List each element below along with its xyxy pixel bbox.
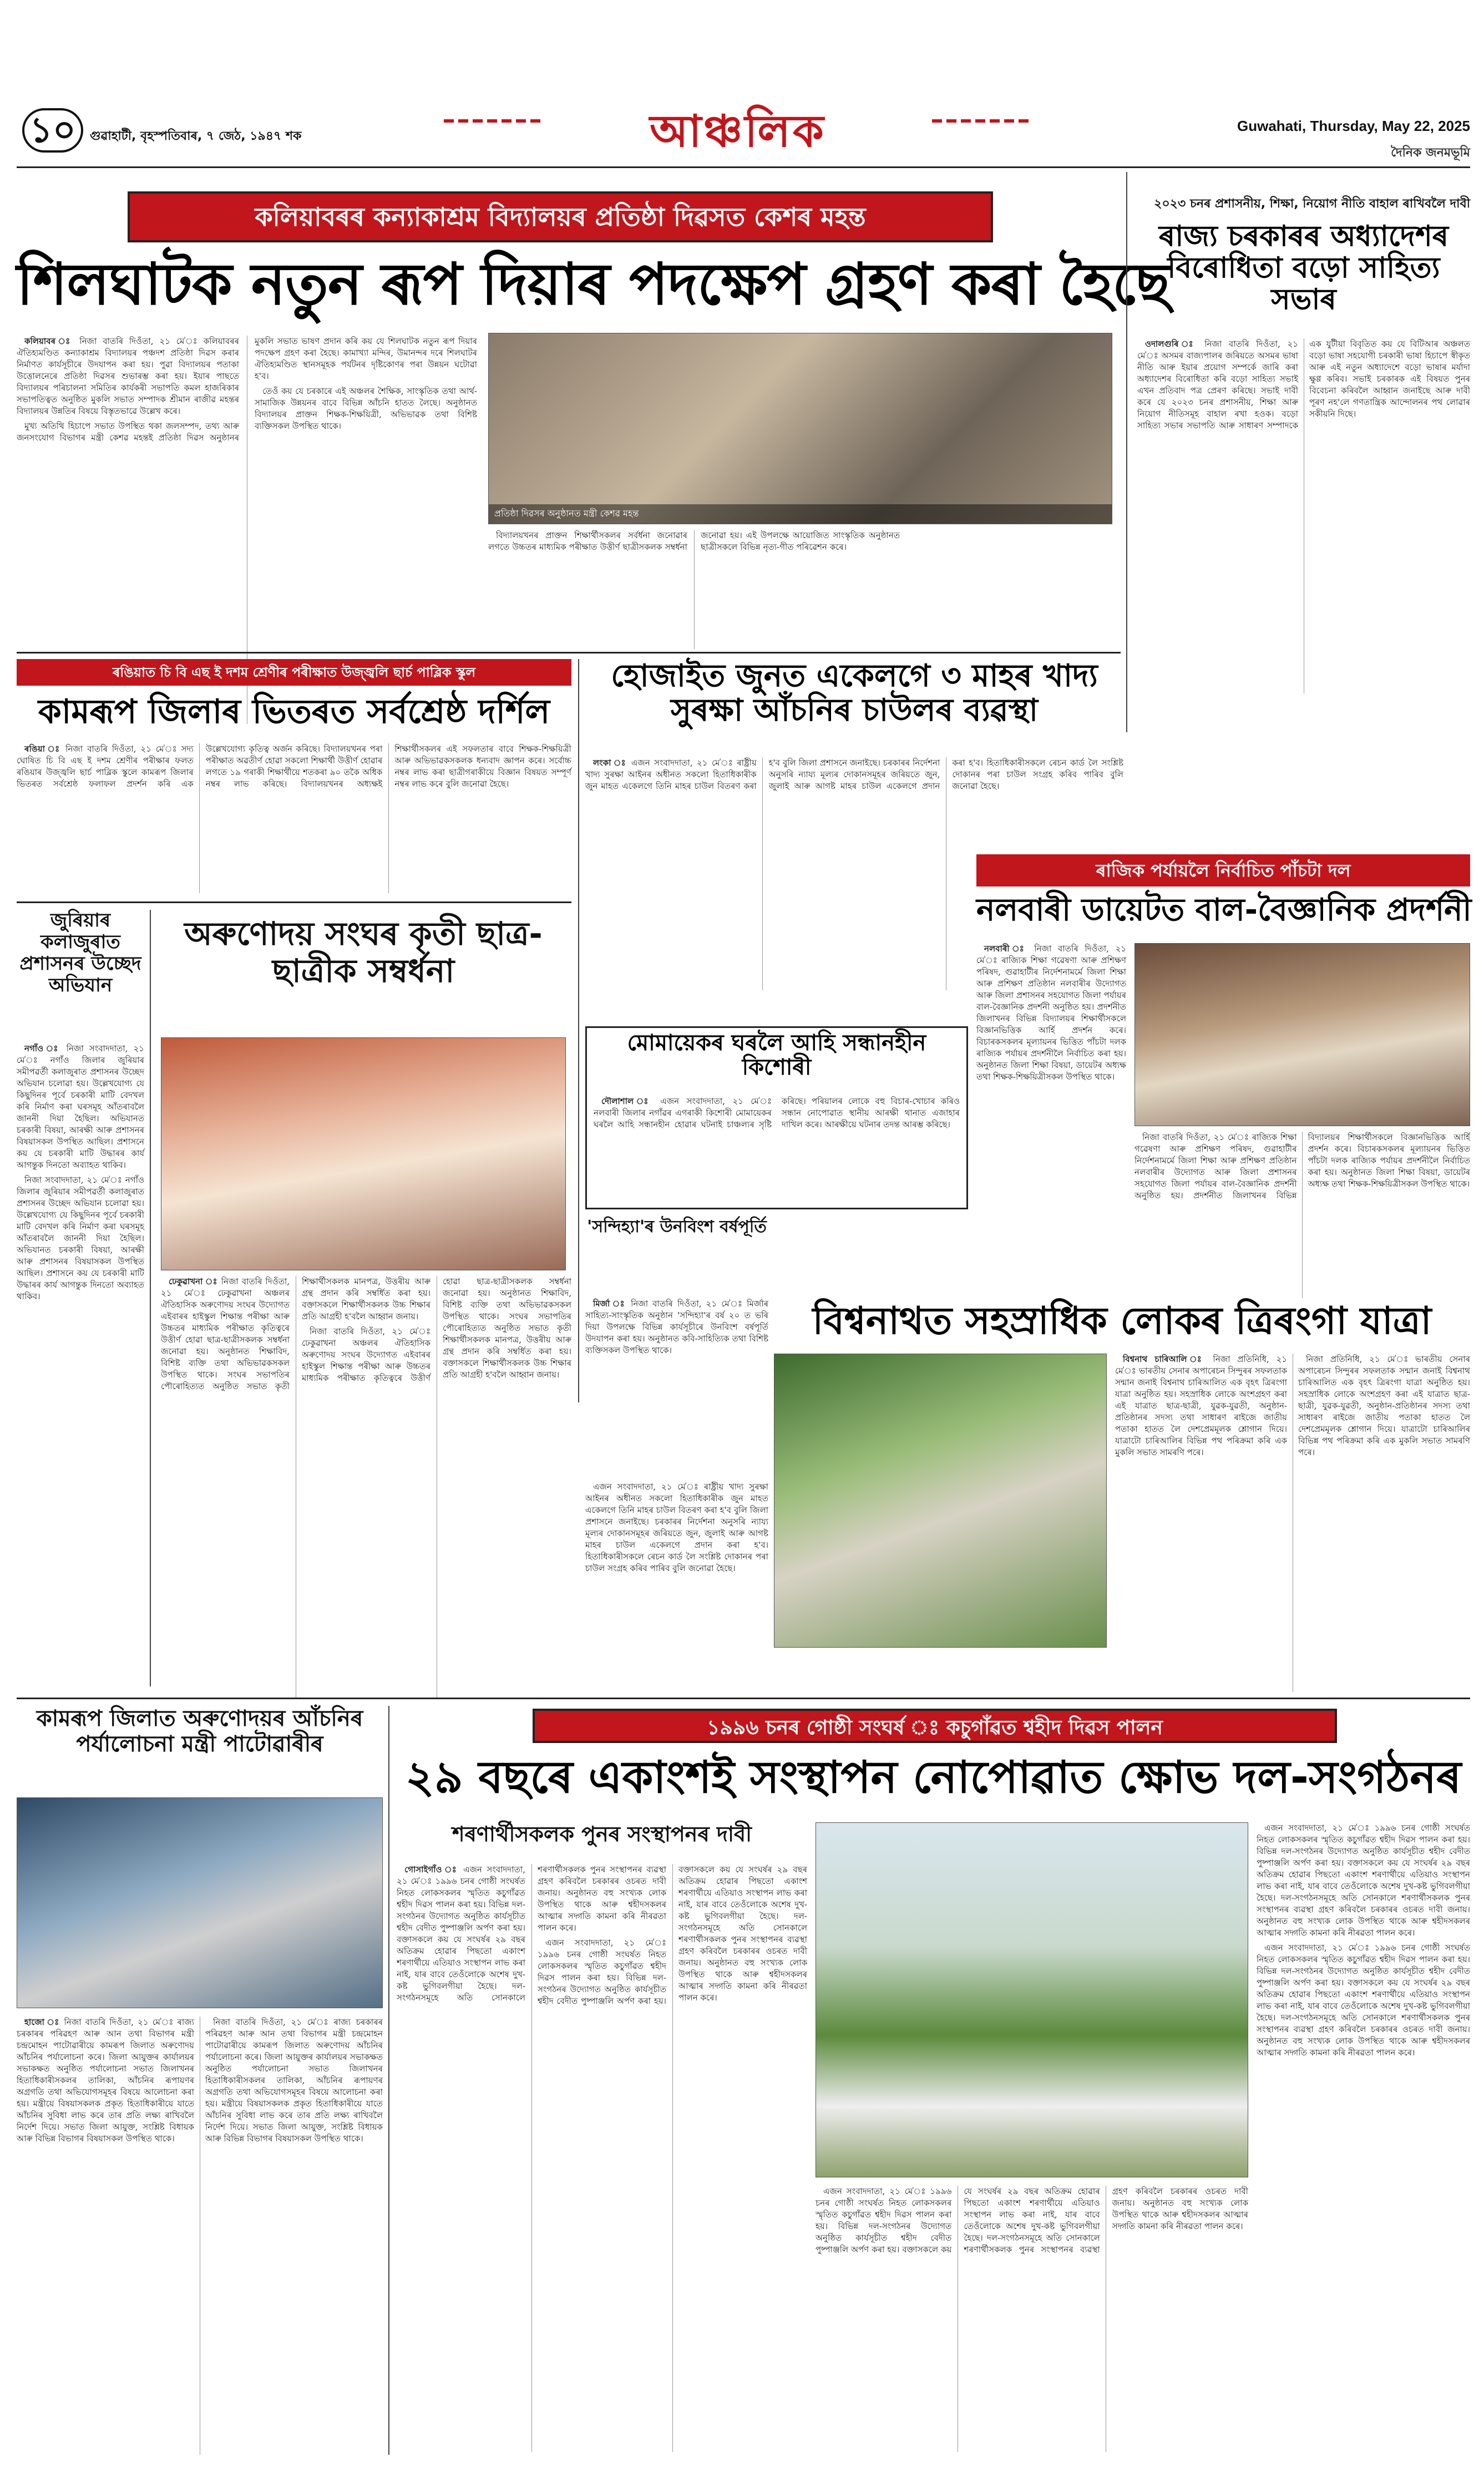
- column-divider: [150, 910, 151, 1686]
- section-rule: [17, 652, 1121, 654]
- section-title: আঞ্চলিক: [650, 105, 826, 157]
- sandihya-headline: 'সন্দিহ্যা'ৰ উনবিংশ বৰ্ষপূৰ্তি: [587, 1217, 767, 1237]
- ordinance-headline: ৰাজ্য চৰকাৰৰ অধ্যাদেশৰ বিৰোধিতা বড়ো সাহিত্য সভাৰ: [1158, 220, 1449, 317]
- masthead-ornament: [444, 119, 544, 123]
- kachugaon-body-a: গোসাইগাঁও ঃ এজন সংবাদদাতা, ২১ মে'ঃ ১৯৯৬ চনৰ গোষ্ঠী সংঘৰ্ষত নিহত লোকসকলৰ স্মৃতিত কচুগাঁৱত শ্বহীদ দিৱস পালন কৰা হয়। বিভিন্ন দল-সংগঠনৰ উদ্যোগত অনুষ্ঠিত কাৰ্যসূচীত শ্বহীদ বেদীত পুষ্পাঞ্জলি অৰ্পণ কৰা হয়। বক্তাসকলে কয় যে সংঘৰ্ষৰ ২৯ বছৰ অতিক্ৰম হোৱাৰ পিছতো একাংশ শৰণাৰ্থীয়ে এতিয়াও সংস্থাপন লাভ কৰা নাই, যাৰ বাবে তেওঁলোকে অশেষ দুখ-কষ্ট ভুগিবলগীয়া হৈছে। দল-সংগঠনসমূহে অতি সোনকালে শৰণাৰ্থীসকলক পুনৰ সংস্থাপনৰ ব্যৱস্থা গ্ৰহণ কৰিবলৈ চৰকাৰৰ ওচৰত দাবী জনায়। অনুষ্ঠানত বহু সংখ্যক লোক উপস্থিত থাকে আৰু শ্বহীদসকলৰ আত্মাৰ সদ্গতি কামনা কৰি নীৰৱতা পালন কৰে। এজন সংবাদদাতা, ২১ মে'ঃ ১৯৯৬ চনৰ গোষ্ঠী সংঘৰ্ষত নিহত লোকসকলৰ স্মৃতিত কচুগাঁৱত শ্বহীদ দিৱস পালন কৰা হয়। বিভিন্ন দল-সংগঠনৰ উদ্যোগত অনুষ্ঠিত কাৰ্যসূচীত শ্বহীদ বেদীত পুষ্পাঞ্জলি অৰ্পণ কৰা হয়। বক্তাসকলে কয় যে সংঘৰ্ষৰ ২৯ বছৰ অতিক্ৰম হোৱাৰ পিছতো একাংশ শৰণাৰ্থীয়ে এতিয়াও সংস্থাপন লাভ কৰা নাই, যাৰ বাবে তেওঁলোকে অশেষ দুখ-কষ্ট ভুগিবলগীয়া হৈছে। দল-সংগঠনসমূহে অতি সোনকালে শৰণাৰ্থীসকলক পুনৰ সংস্থাপনৰ ব্যৱস্থা গ্ৰহণ কৰিবলৈ চৰকাৰৰ ওচৰত দাবী জনায়। অনুষ্ঠানত বহু সংখ্যক লোক উপস্থিত থাকে আৰু শ্বহীদসকলৰ আত্মাৰ সদ্গতি কামনা কৰি নীৰৱতা পালন কৰে।: [397, 1865, 807, 2006]
- juria-headline: জুৰিয়াৰ কলাজুৰাত প্ৰশাসনৰ উচ্ছেদ অভিযান: [19, 909, 141, 997]
- kachugaon-headline: ২৯ বছৰে একাংশই সংস্থাপন নোপোৱাত ক্ষোভ দল-সংগঠনৰ: [405, 1751, 1462, 1803]
- exam-dateline: ৰঙিয়া ঃ: [24, 744, 62, 754]
- kachugaon-dateline: গোসাইগাঁও ঃ: [404, 1865, 459, 1875]
- juria-body: নগাঁও ঃ নিজা সংবাদদাতা, ২১ মে'ঃ নগাঁও জিলাৰ জুৰিয়াৰ সমীপৱৰ্তী কলাজুৰাত প্ৰশাসনৰ উচ্ছেদ অভিযান চলোৱা হয়। উল্লেখযোগ্য যে কিছুদিনৰ পূৰ্বে চৰকাৰী মাটি বেদখল কৰি নিৰ্মাণ কৰা ঘৰসমূহ আঁতৰাবলৈ জাননী দিয়া হৈছিল। অভিযানত চৰকাৰী বিষয়া, আৰক্ষী আৰু প্ৰশাসনৰ বিষয়াসকল উপস্থিত আছিল। প্ৰশাসনে কয় যে চৰকাৰী মাটি উদ্ধাৰৰ কাৰ্য আগন্তুক দিনতো অব্যাহত থাকিব। নিজা সংবাদদাতা, ২১ মে'ঃ নগাঁও জিলাৰ জুৰিয়াৰ সমীপৱৰ্তী কলাজুৰাত প্ৰশাসনৰ উচ্ছেদ অভিযান চলোৱা হয়। উল্লেখযোগ্য যে কিছুদিনৰ পূৰ্বে চৰকাৰী মাটি বেদখল কৰি নিৰ্মাণ কৰা ঘৰসমূহ আঁতৰাবলৈ জাননী দিয়া হৈছিল। অভিযানত চৰকাৰী বিষয়া, আৰক্ষী আৰু প্ৰশাসনৰ বিষয়াসকল উপস্থিত আছিল। প্ৰশাসনে কয় যে চৰকাৰী মাটি উদ্ধাৰৰ কাৰ্য আগন্তুক দিনতো অব্যাহত থাকিব।: [17, 1043, 144, 1301]
- hojai-headline: হোজাইত জুনত একেলগে ৩ মাহৰ খাদ্য সুৰক্ষা আঁচনিৰ চাউলৰ ব্যৱস্থা: [611, 658, 1098, 728]
- science-photo: [1134, 943, 1470, 1126]
- missing-dateline: দৌলাশাল ঃ: [601, 1096, 653, 1106]
- kachugaon-strap: ১৯৯৬ চনৰ গোষ্ঠী সংঘৰ্ষ ঃ কচুগাঁৱত শ্বহীদ দিৱস পালন: [533, 1709, 1337, 1743]
- lead-body: কলিয়াবৰ ঃ নিজা বাতৰি দিওঁতা, ২১ মে'ঃ কলিয়াবৰৰ ঐতিহ্যমণ্ডিত কন্যাকাশ্ৰম বিদ্যালয়ৰ পঞ্চদশ প্ৰতিষ্ঠা দিৱস কৰাৰ নিৰ্মাণত কাৰ্যসূচীৰে উদযাপন কৰা হয়। পুৱা বিদ্যালয়ৰ পতাকা উত্তোলনেৰে প্ৰতিষ্ঠা দিৱসৰ শুভাৰম্ভ কৰা হয়। ইয়াৰ পাছতে বিদ্যালয়ৰ পৰিচালনা সমিতিৰ কাৰ্যকৰী সভাপতি কমল হাজৰিকাৰ সভাপতিত্বত অনুষ্ঠিত মুকলি সভাত সম্পাদক শ্ৰীমান ৰাজীৱ মহন্তৰ বিদ্যালয়ৰ উন্নতিৰ বিষয়ে বিস্তৃতভাৱে উল্লেখ কৰে। মুখ্য অতিথি হিচাপে সভাত উপস্থিত থকা জলসম্পদ, তথ্য আৰু জনসংযোগ বিভাগৰ মন্ত্ৰী কেশৱ মহন্তই প্ৰতিষ্ঠা দিৱস অনুষ্ঠানৰ মুকলি সভাত ভাষণ প্ৰদান কৰি কয় যে শিলঘাটক নতুন ৰূপ দিয়াৰ পদক্ষেপ গ্ৰহণ কৰা হৈছে। কামাখ্যা মন্দিৰ, উমানন্দৰ দৰে শিলঘাটৰ ঐতিহ্যমণ্ডিত স্থানসমূহক পৰ্যটনৰ দৃষ্টিকোণৰ পৰা উন্নয়ন ঘটোৱা হ'ব। তেওঁ কয় যে চৰকাৰে এই অঞ্চলৰ শৈক্ষিক, সাংস্কৃতিক তথা আৰ্থ-সামাজিক উন্নয়নৰ বাবে বিভিন্ন আঁচনি হাতত লৈছে। অনুষ্ঠানত বিদ্যালয়ৰ প্ৰাক্তন শিক্ষক-শিক্ষয়িত্ৰী, অভিভাৱক তথা বিশিষ্ট ব্যক্তিসকল উপস্থিত থাকে।: [17, 336, 477, 443]
- lead-kicker: কলিয়াবৰৰ কন্যাকাশ্ৰম বিদ্যালয়ৰ প্ৰতিষ্ঠা দিৱসত কেশৰ মহন্ত: [128, 191, 993, 242]
- arunoday-photo: [161, 1037, 566, 1270]
- date-english: Guwahati, Thursday, May 22, 2025: [1237, 118, 1470, 134]
- lead-photo: [488, 333, 1112, 524]
- juria-dateline: নগাঁও ঃ: [24, 1043, 61, 1053]
- page-number: ১০: [22, 108, 83, 153]
- hojai-dateline: লংকা ঃ: [593, 758, 627, 768]
- lead-photo-caption: প্ৰতিষ্ঠা দিৱসৰ অনুষ্ঠানত মন্ত্ৰী কেশৱ মহন্ত: [489, 504, 1112, 524]
- review-dateline: হাজো ঃ: [24, 2017, 60, 2027]
- lead-headline: শিলঘাটক নতুন ৰূপ দিয়াৰ পদক্ষেপ গ্ৰহণ কৰা হৈছে: [17, 250, 1170, 318]
- review-headline: কামৰূপ জিলাত অৰুণোদয়ৰ আঁচনিৰ পৰ্যালোচনা মন্ত্ৰী পাটোৱাৰীৰ: [36, 1706, 363, 1757]
- ordinance-body: ওদালগুৰি ঃ নিজা বাতৰি দিওঁতা, ২১ মে'ঃ অসমৰ বাজ্যপালৰ জৰিয়তে অসমৰ ভাষা নীতি আৰু ইয়াৰ প্ৰয়োগ সম্পৰ্কে জাৰি কৰা অধ্যাদেশৰ বিৰোধিতা কৰি বড়ো সাহিত্য সভাই এখন প্ৰতিবাদ পত্ৰ প্ৰেৰণ কৰিছে। সভাই দাবী কৰে যে ২০২৩ চনৰ প্ৰশাসনীয়, শিক্ষা আৰু নিয়োগ নীতিসমূহ বাহাল ৰখা হওক। বড়ো সাহিত্য সভাৰ সভাপতি আৰু সাধাৰণ সম্পাদকে এক যুটীয়া বিবৃতিত কয় যে বিটিআৰ অঞ্চলত বড়ো ভাষা সহযোগী চৰকাৰী ভাষা হিচাপে স্বীকৃত আৰু এই নতুন অধ্যাদেশে বড়ো ভাষাৰ মৰ্যাদা ক্ষুণ্ণ কৰিব। সভাই চৰকাৰক এই বিষয়ত পুনৰ বিবেচনা কৰিবলৈ আহ্বান জনাইছে আৰু দাবী পূৰণ নহ'লে গণতান্ত্ৰিক আন্দোলনৰ পথ লোৱাৰ সকীয়নি দিছে।: [1137, 339, 1470, 430]
- paper-name: দৈনিক জনমভূমি: [1391, 146, 1470, 160]
- exam-strap: ৰঙিয়াত চি বি এছ ই দশম শ্ৰেণীৰ পৰীক্ষাত উজ্জ্বলি ছাৰ্চ পাব্লিক স্কুল: [17, 659, 571, 686]
- science-body-a: নলবাৰী ঃ নিজা বাতৰি দিওঁতা, ২১ মে'ঃ ৰাজ্যিক শিক্ষা গৱেষণা আৰু প্ৰশিক্ষণ পৰিষদ, গুৱাহাটীৰ নিৰ্দেশনামৰ্মে জিলা শিক্ষা আৰু প্ৰশিক্ষণ প্ৰতিষ্ঠান নলবাৰীৰ উদ্যোগত আৰু জিলা প্ৰশাসনৰ সহযোগত জিলা পৰ্যায়ৰ বাল-বৈজ্ঞানিক প্ৰদৰ্শনী অনুষ্ঠিত হয়। প্ৰদৰ্শনীত জিলাখনৰ বিভিন্ন বিদ্যালয়ৰ শিক্ষাৰ্থীসকলে বিজ্ঞানভিত্তিক আৰ্হি প্ৰদৰ্শন কৰে। বিচাৰকসকলৰ মূল্যায়নৰ ভিত্তিত পাঁচটা দলক ৰাজ্যিক পৰ্যায়ৰ প্ৰদৰ্শনীলৈ নিৰ্বাচিত কৰা হয়। অনুষ্ঠানত জিলা শিক্ষা বিষয়া, ডায়েটৰ অধ্যক্ষ তথা শিক্ষক-শিক্ষয়িত্ৰীসকল উপস্থিত থাকে।: [976, 944, 1126, 1082]
- tiranga-photo: [774, 1354, 1107, 1648]
- date-assamese: গুৱাহাটী, বৃহস্পতিবাৰ, ৭ জেঠ, ১৯৪৭ শক: [90, 129, 302, 143]
- section-rule: [17, 1698, 1470, 1699]
- arunoday-dateline: ঢেকুৱাখনা ঃ: [169, 1276, 218, 1286]
- tiranga-body: বিশ্বনাথ চাৰিআলি ঃ নিজা প্ৰতিনিধি, ২১ মে'ঃ ভাৰতীয় সেনাৰ অপাৰেচন সিন্দুৰৰ সফলতাক সন্মান জনাই বিশ্বনাথ চাৰিআলিত এক বৃহৎ ত্ৰিৰংগা যাত্ৰা অনুষ্ঠিত হয়। সহস্ৰাধিক লোকে অংশগ্ৰহণ কৰা এই যাত্ৰাত ছাত্ৰ-ছাত্ৰী, যুৱক-যুৱতী, অনুষ্ঠান-প্ৰতিষ্ঠানৰ সদস্য তথা সাধাৰণ ৰাইজে জাতীয় পতাকা হাতত লৈ দেশপ্ৰেমমূলক শ্লোগান দিয়ে। যাত্ৰাটো চাৰিআলিৰ বিভিন্ন পথ পৰিক্ৰমা কৰি এক মুকলি সভাত সামৰণি পৰে। নিজা প্ৰতিনিধি, ২১ মে'ঃ ভাৰতীয় সেনাৰ অপাৰেচন সিন্দুৰৰ সফলতাক সন্মান জনাই বিশ্বনাথ চাৰিআলিত এক বৃহৎ ত্ৰিৰংগা যাত্ৰা অনুষ্ঠিত হয়। সহস্ৰাধিক লোকে অংশগ্ৰহণ কৰা এই যাত্ৰাত ছাত্ৰ-ছাত্ৰী, যুৱক-যুৱতী, অনুষ্ঠান-প্ৰতিষ্ঠানৰ সদস্য তথা সাধাৰণ ৰাইজে জাতীয় পতাকা হাতত লৈ দেশপ্ৰেমমূলক শ্লোগান দিয়ে। যাত্ৰাটো চাৰিআলিৰ বিভিন্ন পথ পৰিক্ৰমা কৰি এক মুকলি সভাত সামৰণি পৰে।: [1115, 1354, 1470, 1457]
- header-rule: [17, 166, 1470, 168]
- arunoday-headline: অৰুণোদয় সংঘৰ কৃতী ছাত্ৰ-ছাত্ৰীক সম্বৰ্ধনা: [184, 915, 543, 990]
- exam-body: ৰঙিয়া ঃ নিজা বাতৰি দিওঁতা, ২১ মে'ঃ সদ্য ঘোষিত চি বি এছ ই দশম শ্ৰেণীৰ পৰীক্ষাৰ ফলত ৰঙিয়াৰ উজ্জ্বলি ছাৰ্চ পাব্লিক স্কুলে কামৰূপ জিলাৰ ভিতৰত সৰ্বশ্ৰেষ্ঠ ফলাফল প্ৰদৰ্শন কৰি এক উল্লেখযোগ্য কৃতিত্ব অৰ্জন কৰিছে। বিদ্যালয়খনৰ পৰা পৰীক্ষাত অৱতীৰ্ণ হোৱা সকলো শিক্ষাৰ্থী উত্তীৰ্ণ হোৱাৰ লগতে ১৯ গৰাকী শিক্ষাৰ্থীয়ে শতকৰা ৯০ তকৈ অধিক নম্বৰ লাভ কৰিছে। বিদ্যালয়খনৰ অধ্যক্ষই শিক্ষাৰ্থীসকলৰ এই সফলতাৰ বাবে শিক্ষক-শিক্ষয়িত্ৰী আৰু অভিভাৱকসকলক ধন্যবাদ জ্ঞাপন কৰে। সৰ্বোচ্চ নম্বৰ লাভ কৰা ছাত্ৰীগৰাকীয়ে বিজ্ঞান বিষয়ত সম্পূৰ্ণ নম্বৰ লাভ কৰে বুলি জনোৱা হৈছে।: [17, 744, 571, 789]
- section-rule: [17, 901, 571, 903]
- science-headline: নলবাৰী ডায়েটত বাল-বৈজ্ঞানিক প্ৰদৰ্শনী: [976, 892, 1472, 928]
- review-body: হাজো ঃ নিজা বাতৰি দিওঁতা, ২১ মে'ঃ ৰাজ্য চৰকাৰৰ পৰিৱহণ আৰু আন তথা বিভাগৰ মন্ত্ৰী চন্দ্ৰমোহন পাটোৱাৰীয়ে কামৰূপ জিলাত অৰুণোদয় আঁচনিৰ পৰ্যালোচনা কৰে। জিলা আয়ুক্তৰ কাৰ্যালয়ৰ সভাকক্ষত অনুষ্ঠিত পৰ্যালোচনা সভাত জিলাখনৰ হিতাধিকাৰীসকলৰ তালিকা, আঁচনিৰ ৰূপায়ণৰ অগ্ৰগতি তথা অভিযোগসমূহৰ বিষয়ে আলোচনা কৰা হয়। মন্ত্ৰীয়ে বিষয়াসকলক প্ৰকৃত হিতাধিকাৰীয়ে যাতে আঁচনিৰ সুবিধা লাভ কৰে তাৰ প্ৰতি লক্ষ্য ৰাখিবলৈ নিৰ্দেশ দিয়ে। সভাত জিলা আয়ুক্ত, সংশ্লিষ্ট বিধায়ক আৰু বিভিন্ন বিভাগৰ বিষয়াসকল উপস্থিত থাকে। নিজা বাতৰি দিওঁতা, ২১ মে'ঃ ৰাজ্য চৰকাৰৰ পৰিৱহণ আৰু আন তথা বিভাগৰ মন্ত্ৰী চন্দ্ৰমোহন পাটোৱাৰীয়ে কামৰূপ জিলাত অৰুণোদয় আঁচনিৰ পৰ্যালোচনা কৰে। জিলা আয়ুক্তৰ কাৰ্যালয়ৰ সভাকক্ষত অনুষ্ঠিত পৰ্যালোচনা সভাত জিলাখনৰ হিতাধিকাৰীসকলৰ তালিকা, আঁচনিৰ ৰূপায়ণৰ অগ্ৰগতি তথা অভিযোগসমূহৰ বিষয়ে আলোচনা কৰা হয়। মন্ত্ৰীয়ে বিষয়াসকলক প্ৰকৃত হিতাধিকাৰীয়ে যাতে আঁচনিৰ সুবিধা লাভ কৰে তাৰ প্ৰতি লক্ষ্য ৰাখিবলৈ নিৰ্দেশ দিয়ে। সভাত জিলা আয়ুক্ত, সংশ্লিষ্ট বিধায়ক আৰু বিভিন্ন বিভাগৰ বিষয়াসকল উপস্থিত থাকে।: [17, 2017, 383, 2144]
- column-divider: [388, 1706, 389, 2455]
- exam-headline: কামৰূপ জিলাৰ ভিতৰত সৰ্বশ্ৰেষ্ঠ দৰ্শিল: [38, 692, 550, 731]
- tiranga-headline: বিশ্বনাথত সহস্ৰাধিক লোকৰ ত্ৰিৰংগা যাত্ৰা: [812, 1299, 1432, 1343]
- ordinance-strap: ২০২৩ চনৰ প্ৰশাসনীয়, শিক্ষা, নিয়োগ নীতি বাহাল ৰাখিবলৈ দাবী: [1154, 197, 1470, 211]
- sandihya-dateline: মিৰ্জা ঃ: [593, 1299, 626, 1309]
- arunoday-body: ঢেকুৱাখনা ঃ নিজা বাতৰি দিওঁতা, ২১ মে'ঃ ঢেকুৱাখনা অঞ্চলৰ ঐতিহাসিক অৰুণোদয় সংঘৰ উদ্যোগত এইবাৰৰ হাইস্কুল শিক্ষান্ত পৰীক্ষা আৰু উচ্চতৰ মাধ্যমিক পৰীক্ষাত কৃতিত্বৰে উত্তীৰ্ণ হোৱা ছাত্ৰ-ছাত্ৰীসকলক সম্বৰ্ধনা জনোৱা হয়। অনুষ্ঠানত শিক্ষাবিদ, বিশিষ্ট ব্যক্তি তথা অভিভাৱকসকল উপস্থিত থাকে। সংঘৰ সভাপতিৰ পৌৰোহিত্যত অনুষ্ঠিত সভাত কৃতী শিক্ষাৰ্থীসকলক মানপত্ৰ, উত্তৰীয় আৰু গ্ৰন্থ প্ৰদান কৰি সম্বৰ্ধিত কৰা হয়। বক্তাসকলে শিক্ষাৰ্থীসকলক উচ্চ শিক্ষাৰ প্ৰতি আগ্ৰহী হ'বলৈ আহ্বান জনায়। নিজা বাতৰি দিওঁতা, ২১ মে'ঃ ঢেকুৱাখনা অঞ্চলৰ ঐতিহাসিক অৰুণোদয় সংঘৰ উদ্যোগত এইবাৰৰ হাইস্কুল শিক্ষান্ত পৰীক্ষা আৰু উচ্চতৰ মাধ্যমিক পৰীক্ষাত কৃতিত্বৰে উত্তীৰ্ণ হোৱা ছাত্ৰ-ছাত্ৰীসকলক সম্বৰ্ধনা জনোৱা হয়। অনুষ্ঠানত শিক্ষাবিদ, বিশিষ্ট ব্যক্তি তথা অভিভাৱকসকল উপস্থিত থাকে। সংঘৰ সভাপতিৰ পৌৰোহিত্যত অনুষ্ঠিত সভাত কৃতী শিক্ষাৰ্থীসকলক মানপত্ৰ, উত্তৰীয় আৰু গ্ৰন্থ প্ৰদান কৰি সম্বৰ্ধিত কৰা হয়। বক্তাসকলে শিক্ষাৰ্থীসকলক উচ্চ শিক্ষাৰ প্ৰতি আগ্ৰহী হ'বলৈ আহ্বান জনায়।: [161, 1276, 571, 1391]
- tiranga-dateline: বিশ্বনাথ চাৰিআলি ঃ: [1123, 1354, 1206, 1364]
- missing-headline: মোমায়েকৰ ঘৰলৈ আহি সন্ধানহীন কিশোৰী: [627, 1030, 926, 1080]
- right-column-divider: [1126, 172, 1127, 732]
- kachugaon-body-b: এজন সংবাদদাতা, ২১ মে'ঃ ১৯৯৬ চনৰ গোষ্ঠী সংঘৰ্ষত নিহত লোকসকলৰ স্মৃতিত কচুগাঁৱত শ্বহীদ দিৱস পালন কৰা হয়। বিভিন্ন দল-সংগঠনৰ উদ্যোগত অনুষ্ঠিত কাৰ্যসূচীত শ্বহীদ বেদীত পুষ্পাঞ্জলি অৰ্পণ কৰা হয়। বক্তাসকলে কয় যে সংঘৰ্ষৰ ২৯ বছৰ অতিক্ৰম হোৱাৰ পিছতো একাংশ শৰণাৰ্থীয়ে এতিয়াও সংস্থাপন লাভ কৰা নাই, যাৰ বাবে তেওঁলোকে অশেষ দুখ-কষ্ট ভুগিবলগীয়া হৈছে। দল-সংগঠনসমূহে অতি সোনকালে শৰণাৰ্থীসকলক পুনৰ সংস্থাপনৰ ব্যৱস্থা গ্ৰহণ কৰিবলৈ চৰকাৰৰ ওচৰত দাবী জনায়। অনুষ্ঠানত বহু সংখ্যক লোক উপস্থিত থাকে আৰু শ্বহীদসকলৰ আত্মাৰ সদ্গতি কামনা কৰি নীৰৱতা পালন কৰে।: [816, 2186, 1248, 2255]
- missing-body: দৌলাশাল ঃ এজন সংবাদদাতা, ২১ মে'ঃ নলবাৰী জিলাৰ নগাঁৱৰ এগৰাকী কিশোৰী মোমায়েকৰ ঘৰলৈ আহি সন্ধানহীন হোৱাৰ ঘটনাই চাঞ্চল্যৰ সৃষ্টি কৰিছে। পৰিয়ালৰ লোকে বহু বিচাৰ-খোচাৰ কৰিও সন্ধান নোপোৱাত স্থানীয় আৰক্ষী থানাত এজাহাৰ দাখিল কৰে। আৰক্ষীয়ে ঘটনাৰ তদন্ত আৰম্ভ কৰিছে।: [594, 1096, 960, 1129]
- science-dateline: নলবাৰী ঃ: [984, 944, 1028, 954]
- sandihya-body-continued: এজন সংবাদদাতা, ২১ মে'ঃ ৰাষ্ট্ৰীয় খাদ্য সুৰক্ষা আইনৰ অধীনত সকলো হিতাধিকাৰীক জুন মাহত একেলগে তিনি মাহৰ চাউল বিতৰণ কৰা হ'ব বুলি জিলা প্ৰশাসনে জনাইছে। চৰকাৰৰ নিৰ্দেশনা অনুসৰি ন্যায্য মূল্যৰ দোকানসমূহৰ জৰিয়তে জুন, জুলাই আৰু আগষ্ট মাহৰ চাউল একেলগে প্ৰদান কৰা হ'ব। হিতাধিকাৰীসকলে ৰেচন কাৰ্ড লৈ সংশ্লিষ্ট দোকানৰ পৰা চাউল সংগ্ৰহ কৰিব পাৰিব বুলি জনোৱা হৈছে।: [585, 1482, 768, 1573]
- science-strap: ৰাজিক পৰ্যায়লৈ নিৰ্বাচিত পাঁচটা দল: [976, 854, 1470, 887]
- lead-dateline: কলিয়াবৰ ঃ: [24, 336, 74, 346]
- kachugaon-body-c: এজন সংবাদদাতা, ২১ মে'ঃ ১৯৯৬ চনৰ গোষ্ঠী সংঘৰ্ষত নিহত লোকসকলৰ স্মৃতিত কচুগাঁৱত শ্বহীদ দিৱস পালন কৰা হয়। বিভিন্ন দল-সংগঠনৰ উদ্যোগত অনুষ্ঠিত কাৰ্যসূচীত শ্বহীদ বেদীত পুষ্পাঞ্জলি অৰ্পণ কৰা হয়। বক্তাসকলে কয় যে সংঘৰ্ষৰ ২৯ বছৰ অতিক্ৰম হোৱাৰ পিছতো একাংশ শৰণাৰ্থীয়ে এতিয়াও সংস্থাপন লাভ কৰা নাই, যাৰ বাবে তেওঁলোকে অশেষ দুখ-কষ্ট ভুগিবলগীয়া হৈছে। দল-সংগঠনসমূহে অতি সোনকালে শৰণাৰ্থীসকলক পুনৰ সংস্থাপনৰ ব্যৱস্থা গ্ৰহণ কৰিবলৈ চৰকাৰৰ ওচৰত দাবী জনায়। অনুষ্ঠানত বহু সংখ্যক লোক উপস্থিত থাকে আৰু শ্বহীদসকলৰ আত্মাৰ সদ্গতি কামনা কৰি নীৰৱতা পালন কৰে। এজন সংবাদদাতা, ২১ মে'ঃ ১৯৯৬ চনৰ গোষ্ঠী সংঘৰ্ষত নিহত লোকসকলৰ স্মৃতিত কচুগাঁৱত শ্বহীদ দিৱস পালন কৰা হয়। বিভিন্ন দল-সংগঠনৰ উদ্যোগত অনুষ্ঠিত কাৰ্যসূচীত শ্বহীদ বেদীত পুষ্পাঞ্জলি অৰ্পণ কৰা হয়। বক্তাসকলে কয় যে সংঘৰ্ষৰ ২৯ বছৰ অতিক্ৰম হোৱাৰ পিছতো একাংশ শৰণাৰ্থীয়ে এতিয়াও সংস্থাপন লাভ কৰা নাই, যাৰ বাবে তেওঁলোকে অশেষ দুখ-কষ্ট ভুগিবলগীয়া হৈছে। দল-সংগঠনসমূহে অতি সোনকালে শৰণাৰ্থীসকলক পুনৰ সংস্থাপনৰ ব্যৱস্থা গ্ৰহণ কৰিবলৈ চৰকাৰৰ ওচৰত দাবী জনায়। অনুষ্ঠানত বহু সংখ্যক লোক উপস্থিত থাকে আৰু শ্বহীদসকলৰ আত্মাৰ সদ্গতি কামনা কৰি নীৰৱতা পালন কৰে।: [1257, 1823, 1470, 2058]
- sandihya-body: মিৰ্জা ঃ নিজা বাতৰি দিওঁতা, ২১ মে'ঃ মিৰ্জাৰ সাহিত্য-সাংস্কৃতিক অনুষ্ঠান 'সন্দিহ্যা'ৰ বৰ্ষ ২০ ত ভৰি দিয়া উপলক্ষে বিভিন্ন কাৰ্যসূচীৰে উনবিংশ বৰ্ষপূৰ্তি উদযাপন কৰা হয়। অনুষ্ঠানত কবি-সাহিত্যিক তথা বিশিষ্ট ব্যক্তিসকল উপস্থিত থাকে।: [585, 1299, 769, 1355]
- kachugaon-subhead: শৰণাৰ্থীসকলক পুনৰ সংস্থাপনৰ দাবী: [452, 1822, 752, 1846]
- masthead-ornament: [932, 119, 1032, 123]
- hojai-body: লংকা ঃ এজন সংবাদদাতা, ২১ মে'ঃ ৰাষ্ট্ৰীয় খাদ্য সুৰক্ষা আইনৰ অধীনত সকলো হিতাধিকাৰীক জুন মাহত একেলগে তিনি মাহৰ চাউল বিতৰণ কৰা হ'ব বুলি জিলা প্ৰশাসনে জনাইছে। চৰকাৰৰ নিৰ্দেশনা অনুসৰি ন্যায্য মূল্যৰ দোকানসমূহৰ জৰিয়তে জুন, জুলাই আৰু আগষ্ট মাহৰ চাউল একেলগে প্ৰদান কৰা হ'ব। হিতাধিকাৰীসকলে ৰেচন কাৰ্ড লৈ সংশ্লিষ্ট দোকানৰ পৰা চাউল সংগ্ৰহ কৰিব পাৰিব বুলি জনোৱা হৈছে।: [585, 758, 1123, 791]
- kachugaon-photo: [816, 1822, 1248, 2177]
- lead-body-continued: বিদ্যালয়খনৰ প্ৰাক্তন শিক্ষাৰ্থীসকলৰ সৰ্বৰ্ধনা জনোৱাৰ লগতে উচ্চতৰ মাধ্যমিক পৰীক্ষাত উত্তীৰ্ণ ছাত্ৰীসকলক সম্বৰ্ধনা জনোৱা হয়। এই উপলক্ষে আয়োজিত সাংস্কৃতিক অনুষ্ঠানত ছাত্ৰীসকলে বিভিন্ন নৃত্য-গীত পৰিৱেশন কৰে।: [488, 530, 900, 552]
- science-body-b: নিজা বাতৰি দিওঁতা, ২১ মে'ঃ ৰাজ্যিক শিক্ষা গৱেষণা আৰু প্ৰশিক্ষণ পৰিষদ, গুৱাহাটীৰ নিৰ্দেশনামৰ্মে জিলা শিক্ষা আৰু প্ৰশিক্ষণ প্ৰতিষ্ঠান নলবাৰীৰ উদ্যোগত আৰু জিলা প্ৰশাসনৰ সহযোগত জিলা পৰ্যায়ৰ বাল-বৈজ্ঞানিক প্ৰদৰ্শনী অনুষ্ঠিত হয়। প্ৰদৰ্শনীত জিলাখনৰ বিভিন্ন বিদ্যালয়ৰ শিক্ষাৰ্থীসকলে বিজ্ঞানভিত্তিক আৰ্হি প্ৰদৰ্শন কৰে। বিচাৰকসকলৰ মূল্যায়নৰ ভিত্তিত পাঁচটা দলক ৰাজ্যিক পৰ্যায়ৰ প্ৰদৰ্শনীলৈ নিৰ্বাচিত কৰা হয়। অনুষ্ঠানত জিলা শিক্ষা বিষয়া, ডায়েটৰ অধ্যক্ষ তথা শিক্ষক-শিক্ষয়িত্ৰীসকল উপস্থিত থাকে।: [1134, 1132, 1470, 1200]
- column-divider: [578, 659, 579, 1402]
- review-photo: [17, 1797, 383, 2008]
- ordinance-dateline: ওদালগুৰি ঃ: [1145, 339, 1198, 349]
